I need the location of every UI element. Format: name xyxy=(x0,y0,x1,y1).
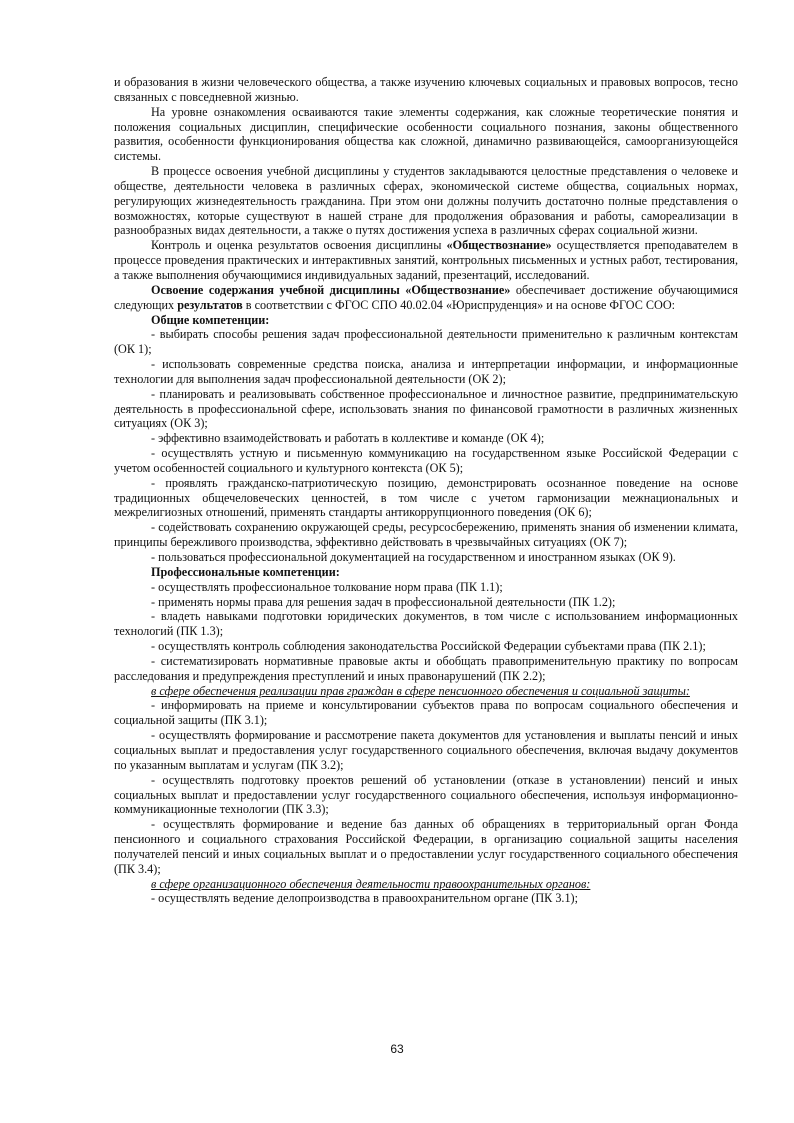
results-text-1: обеспечивает достижение обучающимися следующих xyxy=(114,282,738,312)
paragraph-familiarization-level: На уровне ознакомления осваиваются такие элементы содержания, как сложные теоретические понятия и положения социальных дисциплин, специфические особенности социального познания, законы общественного развития, особенности функционирования общества как сложной, динамично развивающейся, самоорганизующейся системы. xyxy=(114,104,738,164)
general-competency-item: - использовать современные средства поиска, анализа и интерпретации информации, и информационные технологии для выполнения задач профессиональной деятельности (ОК 2); xyxy=(114,357,738,386)
paragraph-results xyxy=(114,283,738,313)
results-text-2: в соответствии с ФГОС СПО 40.02.04 «Юриспруденция» и на основе ФГОС СОО: xyxy=(242,297,676,312)
law-enforcement-competency-item: - осуществлять ведение делопроизводства в правоохранительном органе (ПК 3.1); xyxy=(151,891,578,906)
document-body xyxy=(114,75,738,906)
general-competency-item: - эффективно взаимодействовать и работать в коллективе и команде (ОК 4); xyxy=(151,431,545,446)
discipline-name-bold: «Обществознание» xyxy=(446,238,552,253)
page-number: 63 xyxy=(390,1042,404,1056)
law-enforcement-sphere-subheading: в сфере организационного обеспечения деятельности правоохранительных органов: xyxy=(151,876,591,891)
pension-competency-item: - информировать на приеме и консультировании субъектов права по вопросам социального обеспечения и социальной защиты (ПК 3.1); xyxy=(114,698,738,728)
general-competency-item: - планировать и реализовывать собственное профессиональное и личностное развитие, предпринимательскую деятельность в профессиональной сфере, использовать знания по финансовой грамотности в различных жизненных ситуациях (ОК 3); xyxy=(114,386,738,431)
professional-competency-item: - владеть навыками подготовки юридических документов, в том числе с использованием информационных технологий (ПК 1.3); xyxy=(114,609,738,639)
pension-sphere-subheading: в сфере обеспечения реализации прав граждан в сфере пенсионного обеспечения и социальной защиты: xyxy=(151,683,690,698)
control-text-start: Контроль и оценка результатов освоения дисциплины xyxy=(151,238,447,253)
professional-competency-item: - применять нормы права для решения задач в профессиональной деятельности (ПК 1.2); xyxy=(151,594,616,609)
general-competencies-heading: Общие компетенции: xyxy=(151,312,270,327)
control-text-end: осуществляется преподавателем в процессе проведения практических и интерактивных занятий, контрольных письменных и устных работ, тестирования, а также выполнения обучающимися индивидуальных заданий, презентаций, исследований. xyxy=(114,238,738,282)
pension-competency-item: - осуществлять формирование и рассмотрение пакета документов для установления и выплаты пенсий и иных социальных выплат и предоставления услуг государственного социального обеспечения, включая выдачу документов по указанным выплатам и услугам (ПК 3.2); xyxy=(114,728,738,772)
general-competency-item: - осуществлять устную и письменную коммуникацию на государственном языке Российской Федерации с учетом особенностей социального и культурного контекста (ОК 5); xyxy=(114,446,738,475)
general-competency-item: - содействовать сохранению окружающей среды, ресурсосбережению, применять знания об изменении климата, принципы бережливого производства, эффективно действовать в чрезвычайных ситуациях (ОК 7); xyxy=(114,520,738,550)
results-lead-bold: Освоение содержания учебной дисциплины «Обществознание» xyxy=(151,282,511,297)
paragraph-control-assessment xyxy=(114,238,738,283)
paragraph-intro-continuation: и образования в жизни человеческого общества, а также изучению ключевых социальных и правовых вопросов, тесно связанных с повседневной жизнью. xyxy=(114,75,738,104)
general-competency-item: - проявлять гражданско-патриотическую позицию, демонстрировать осознанное поведение на основе традиционных общечеловеческих ценностей, в том числе с учетом гармонизации межнациональных и межрелигиозных отношений, применять стандарты антикоррупционного поведения (ОК 6); xyxy=(114,475,738,520)
general-competency-item: - выбирать способы решения задач профессиональной деятельности применительно к различным контекстам (ОК 1); xyxy=(114,327,738,357)
pension-competency-item: - осуществлять подготовку проектов решений об установлении (отказе в установлении) пенсий и иных социальных выплат и предоставлении услуг государственного социального обеспечения, используя информационно-коммуникационные технологии (ПК 3.3); xyxy=(114,772,738,817)
pension-competency-item: - осуществлять формирование и ведение баз данных об обращениях в территориальный орган Фонда пенсионного и социального страхования Российской Федерации, в организацию социальной защиты населения получателей пенсий и иных социальных выплат и о предоставлении услуг государственного социального обеспечения (ПК 3.4); xyxy=(114,817,738,876)
paragraph-learning-process: В процессе освоения учебной дисциплины у студентов закладываются целостные представления о человеке и обществе, деятельности человека в различных сферах, экономической системе общества, социальных нормах, регулирующих жизнедеятельность гражданина. При этом они должны получить достаточно полные представления о возможностях, которые существуют в нашей стране для продолжения образования и работы, самореализации в разнообразных видах деятельности, а также о путях достижения успеха в различных сферах социальной жизни. xyxy=(114,164,738,238)
general-competency-item: - пользоваться профессиональной документацией на государственном и иностранном языках (ОК 9). xyxy=(151,550,676,564)
results-word-bold: результатов xyxy=(177,297,243,312)
professional-competency-item: - систематизировать нормативные правовые акты и обобщать правоприменительную практику по вопросам расследования и предупреждения преступлений и иных правонарушений (ПК 2.2); xyxy=(114,653,738,683)
professional-competency-item: - осуществлять профессиональное толкование норм права (ПК 1.1); xyxy=(151,579,503,594)
professional-competency-item: - осуществлять контроль соблюдения законодательства Российской Федерации субъектами права (ПК 2.1); xyxy=(151,639,706,654)
professional-competencies-heading: Профессиональные компетенции: xyxy=(151,564,340,579)
